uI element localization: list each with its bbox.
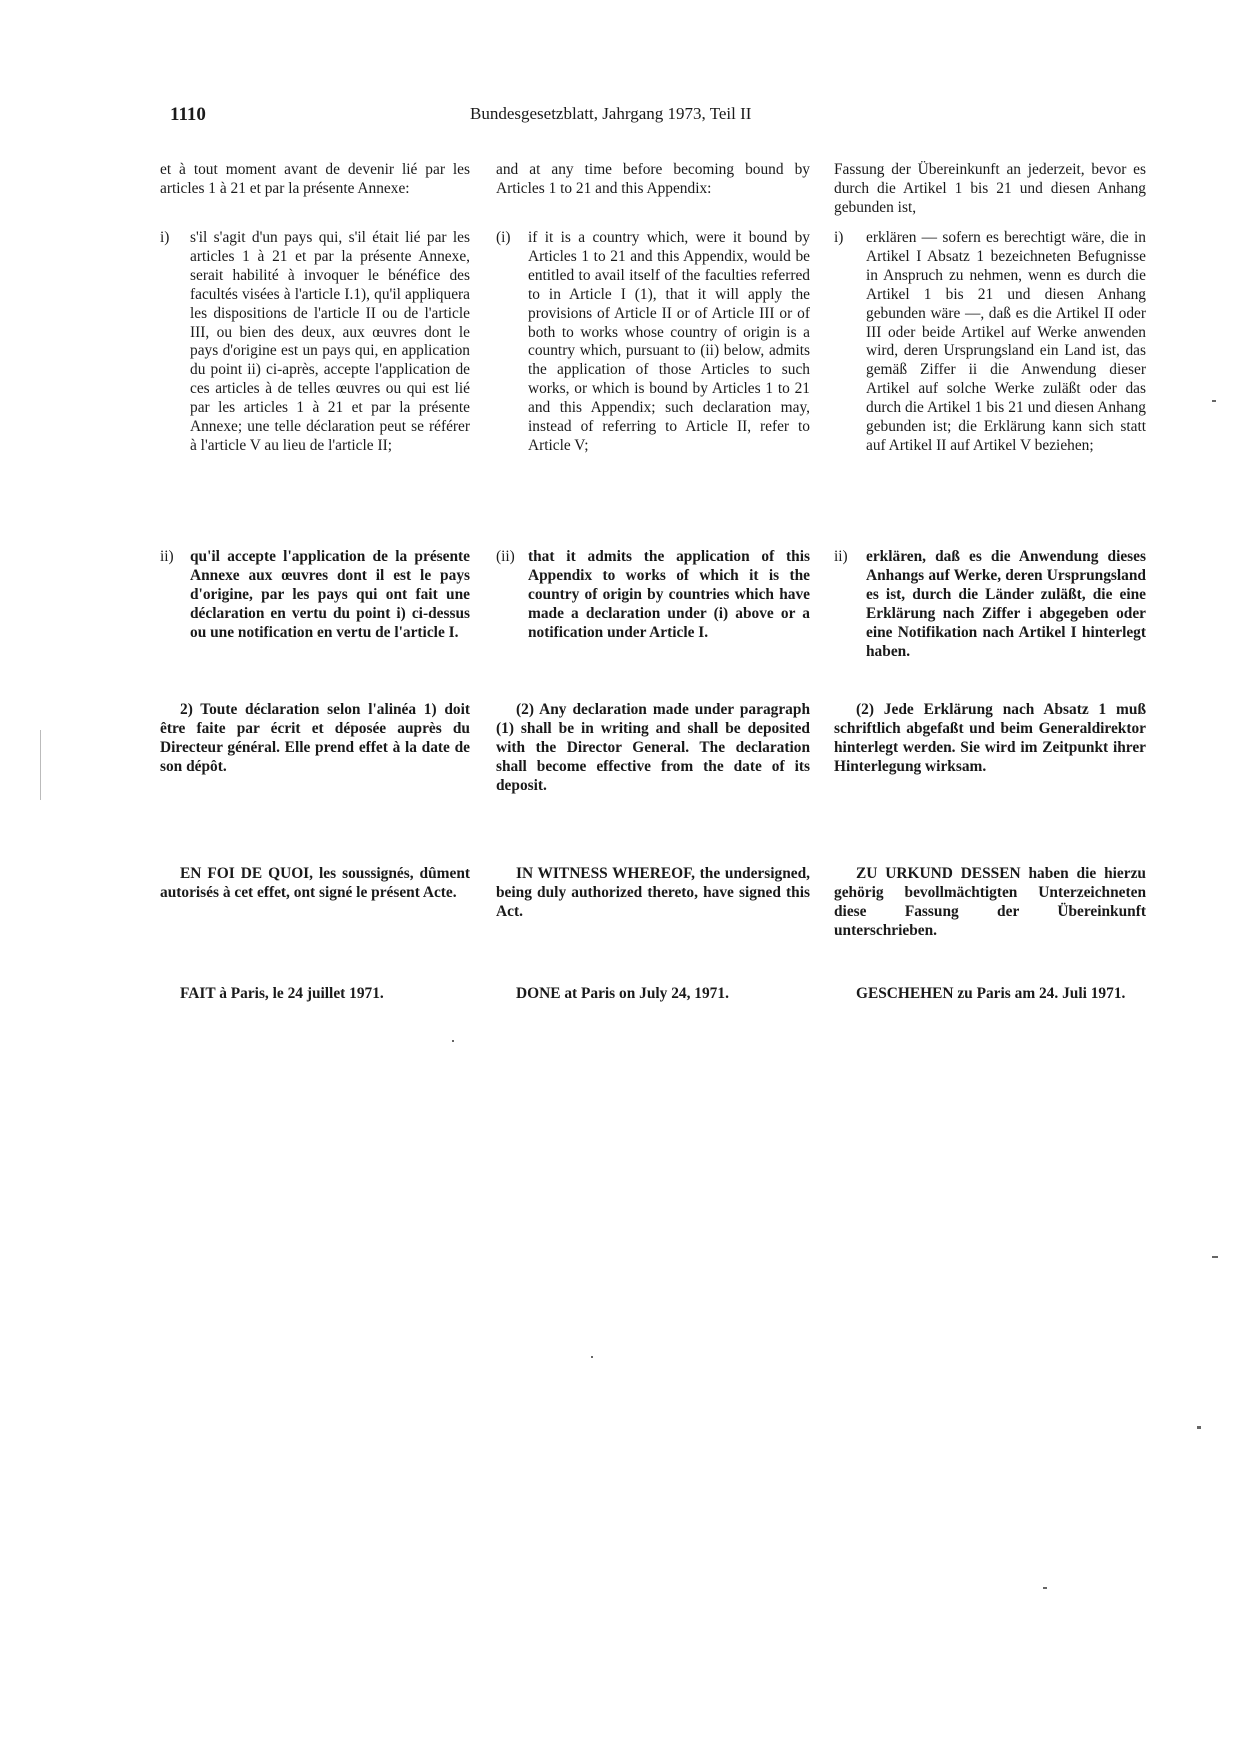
german-item-i-marker: i) — [834, 229, 844, 246]
scan-mark — [1212, 400, 1216, 402]
scan-mark — [1043, 1587, 1047, 1589]
french-witness: EN FOI DE QUOI, les soussignés, dûment autorisés à cet effet, ont signé le présent Acte. — [160, 865, 470, 901]
english-done: DONE at Paris on July 24, 1971. — [516, 985, 729, 1002]
english-item-i — [496, 229, 810, 456]
german-item-i — [834, 229, 1146, 456]
german-done: GESCHEHEN zu Paris am 24. Juli 1971. — [856, 985, 1126, 1002]
scan-mark — [591, 1356, 593, 1358]
french-item-ii-marker: ii) — [160, 548, 174, 565]
english-item-ii-marker: (ii) — [496, 548, 515, 565]
french-paragraph-2: 2) Toute déclaration selon l'alinéa 1) doit être faite par écrit et déposée auprès du Directeur général. Elle prend effet à la date de son dépôt. — [160, 701, 470, 775]
english-paragraph-2: (2) Any declaration made under paragraph (1) shall be in writing and shall be deposited with the Director General. The declaration shall become effective from the date of its deposit. — [496, 701, 810, 794]
page-number: 1110 — [170, 104, 206, 125]
german-paragraph-2: (2) Jede Erklärung nach Absatz 1 muß schriftlich abgefaßt und beim Generaldirektor hinterlegt werden. Sie wird im Zeitpunkt ihrer Hinterlegung wirksam. — [834, 701, 1146, 775]
english-item-ii-text: that it admits the application of this Appendix to works of which it is the country of origin by countries which have made a declaration under (i) above or a notification under Article I. — [528, 548, 810, 641]
french-item-i — [160, 229, 470, 456]
german-item-i-text: erklären — sofern es berechtigt wäre, die in Artikel I Absatz 1 bezeichneten Befugnisse in Anspruch zu nehmen, wenn es durch die Artikel 1 bis 21 und diesen Anhang gebunden wäre —, daß es die Artikel II oder III oder beide Artikel auf Werke anwenden wird, deren Ursprungsland ein Land ist, das gemäß Ziffer ii die Anwendung dieser Artikel auf solche Werke zuläßt oder das durch die Artikel 1 bis 21 und diesen Anhang gebunden ist; die Erklärung kann sich statt auf Artikel II auf Artikel V beziehen; — [866, 229, 1146, 454]
french-item-ii — [160, 548, 470, 643]
french-item-ii-text: qu'il accepte l'application de la présente Annexe aux œuvres dont il est le pays d'origine, par les pays qui ont fait une déclaration en vertu du point i) ci-dessus ou une notification en vertu de l'article I. — [190, 548, 470, 641]
german-intro: Fassung der Übereinkunft an jederzeit, bevor es durch die Artikel 1 bis 21 und diesen Anhang gebunden ist, — [834, 161, 1146, 216]
french-item-i-marker: i) — [160, 229, 170, 246]
german-item-ii — [834, 548, 1146, 661]
german-item-ii-text: erklären, daß es die Anwendung dieses Anhangs auf Werke, deren Ursprungsland es ist, durch die Länder zuläßt, die eine Erklärung nach Ziffer i abgegeben oder eine Notifikation nach Artikel I hinterlegt haben. — [866, 548, 1146, 660]
english-item-ii — [496, 548, 810, 643]
scan-mark — [40, 730, 41, 800]
french-item-i-text: s'il s'agit d'un pays qui, s'il était lié par les articles 1 à 21 et par la présente Annexe, serait habilité à invoquer le bénéfice des facultés visées à l'article I.1), qu'il appliquera les dispositions de l'article II ou de l'article III, ou bien des deux, aux œuvres dont le pays d'origine est un pays qui, en application du point ii) ci-après, accepte l'application de ces articles à de telles œuvres ou qui est lié par les articles 1 à 21 et par la présente Annexe; une telle déclaration peut se référer à l'article V au lieu de l'article II; — [190, 229, 470, 454]
publication-title: Bundesgesetzblatt, Jahrgang 1973, Teil II — [470, 104, 752, 123]
german-item-ii-marker: ii) — [834, 548, 848, 565]
french-intro: et à tout moment avant de devenir lié par les articles 1 à 21 et par la présente Annexe: — [160, 161, 470, 197]
english-item-i-text: if it is a country which, were it bound by Articles 1 to 21 and this Appendix, would be entitled to avail itself of the faculties referred to in Article I (1), that it will apply the provisions of Article II or of Article III or of both to works whose country of origin is a country which, pursuant to (ii) below, admits the application of those Articles to such works, or which is bound by Articles 1 to 21 and this Appendix; such declaration may, instead of referring to Article II, refer to Article V; — [528, 229, 810, 454]
english-intro: and at any time before becoming bound by Articles 1 to 21 and this Appendix: — [496, 161, 810, 197]
english-witness: IN WITNESS WHEREOF, the undersigned, being duly authorized thereto, have signed this Act. — [496, 865, 810, 920]
french-done: FAIT à Paris, le 24 juillet 1971. — [180, 985, 384, 1002]
scan-mark — [1212, 1256, 1218, 1258]
scan-mark — [452, 1040, 454, 1042]
english-item-i-marker: (i) — [496, 229, 511, 246]
scan-mark — [1197, 1426, 1201, 1429]
german-witness: ZU URKUND DESSEN haben die hierzu gehörig bevollmächtigten Unterzeichneten diese Fassung der Übereinkunft unterschrieben. — [834, 865, 1146, 939]
